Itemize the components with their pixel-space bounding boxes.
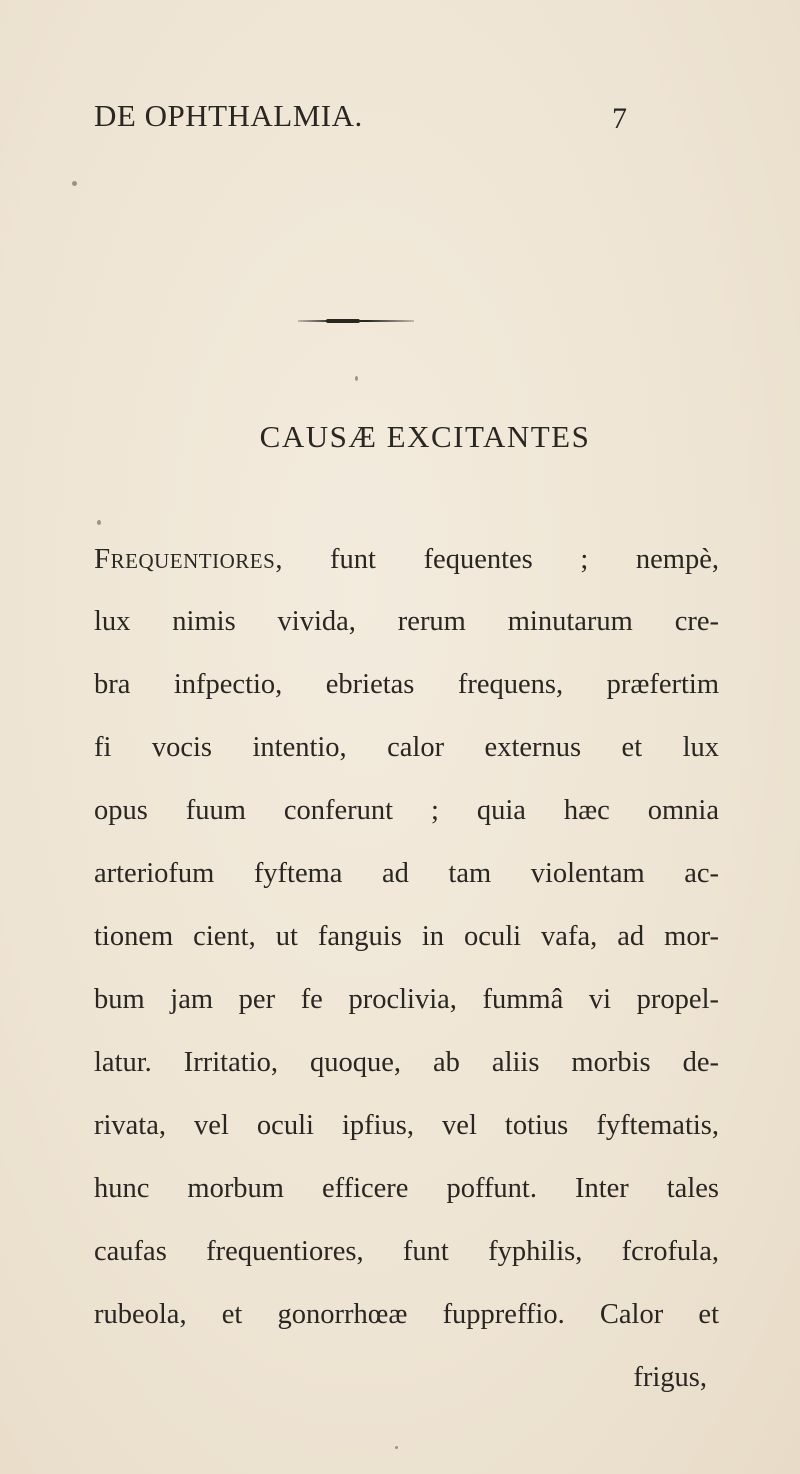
- paragraph-line: caufas frequentiores, funt fyphilis, fcrofula,: [94, 1236, 719, 1267]
- first-line-rest: , funt fequentes ; nempè,: [275, 544, 719, 575]
- ink-speck: [97, 520, 101, 525]
- opening-smallcaps: REQUENTIORES: [110, 549, 276, 573]
- ink-speck: [355, 376, 358, 381]
- paragraph-line: latur. Irritatio, quoque, ab aliis morbis de-: [94, 1047, 719, 1078]
- paragraph-line-first: [94, 532, 719, 595]
- paragraph-line: hunc morbum efficere poffunt. Inter tales: [94, 1173, 719, 1204]
- ink-speck: [395, 1446, 398, 1449]
- paragraph-line: lux nimis vivida, rerum minutarum cre-: [94, 606, 719, 637]
- opening-capital: F: [94, 543, 111, 575]
- catchword: frigus,: [633, 1362, 707, 1393]
- smallcaps-opening-word: [94, 544, 275, 575]
- ornamental-rule: [298, 320, 414, 322]
- running-title: DE OPHTHALMIA.: [94, 98, 363, 133]
- paragraph-line: rivata, vel oculi ipfius, vel totius fyftematis,: [94, 1110, 719, 1141]
- paragraph-line: bra infpectio, ebrietas frequens, præfertim: [94, 669, 719, 700]
- paragraph: [94, 532, 719, 1414]
- paragraph-line: arteriofum fyftema ad tam violentam ac-: [94, 858, 719, 889]
- paragraph-line: rubeola, et gonorrhœæ fuppreffio. Calor et: [94, 1299, 719, 1330]
- section-heading: CAUSÆ EXCITANTES: [259, 419, 591, 454]
- paragraph-line: tionem cient, ut fanguis in oculi vafa, ad mor-: [94, 921, 719, 952]
- paragraph-line: opus fuum conferunt ; quia hæc omnia: [94, 795, 719, 826]
- paragraph-line: bum jam per fe proclivia, fummâ vi propel-: [94, 984, 719, 1015]
- page-number: 7: [612, 102, 627, 135]
- paragraph-line: fi vocis intentio, calor externus et lux: [94, 732, 719, 763]
- ink-speck: [72, 181, 77, 186]
